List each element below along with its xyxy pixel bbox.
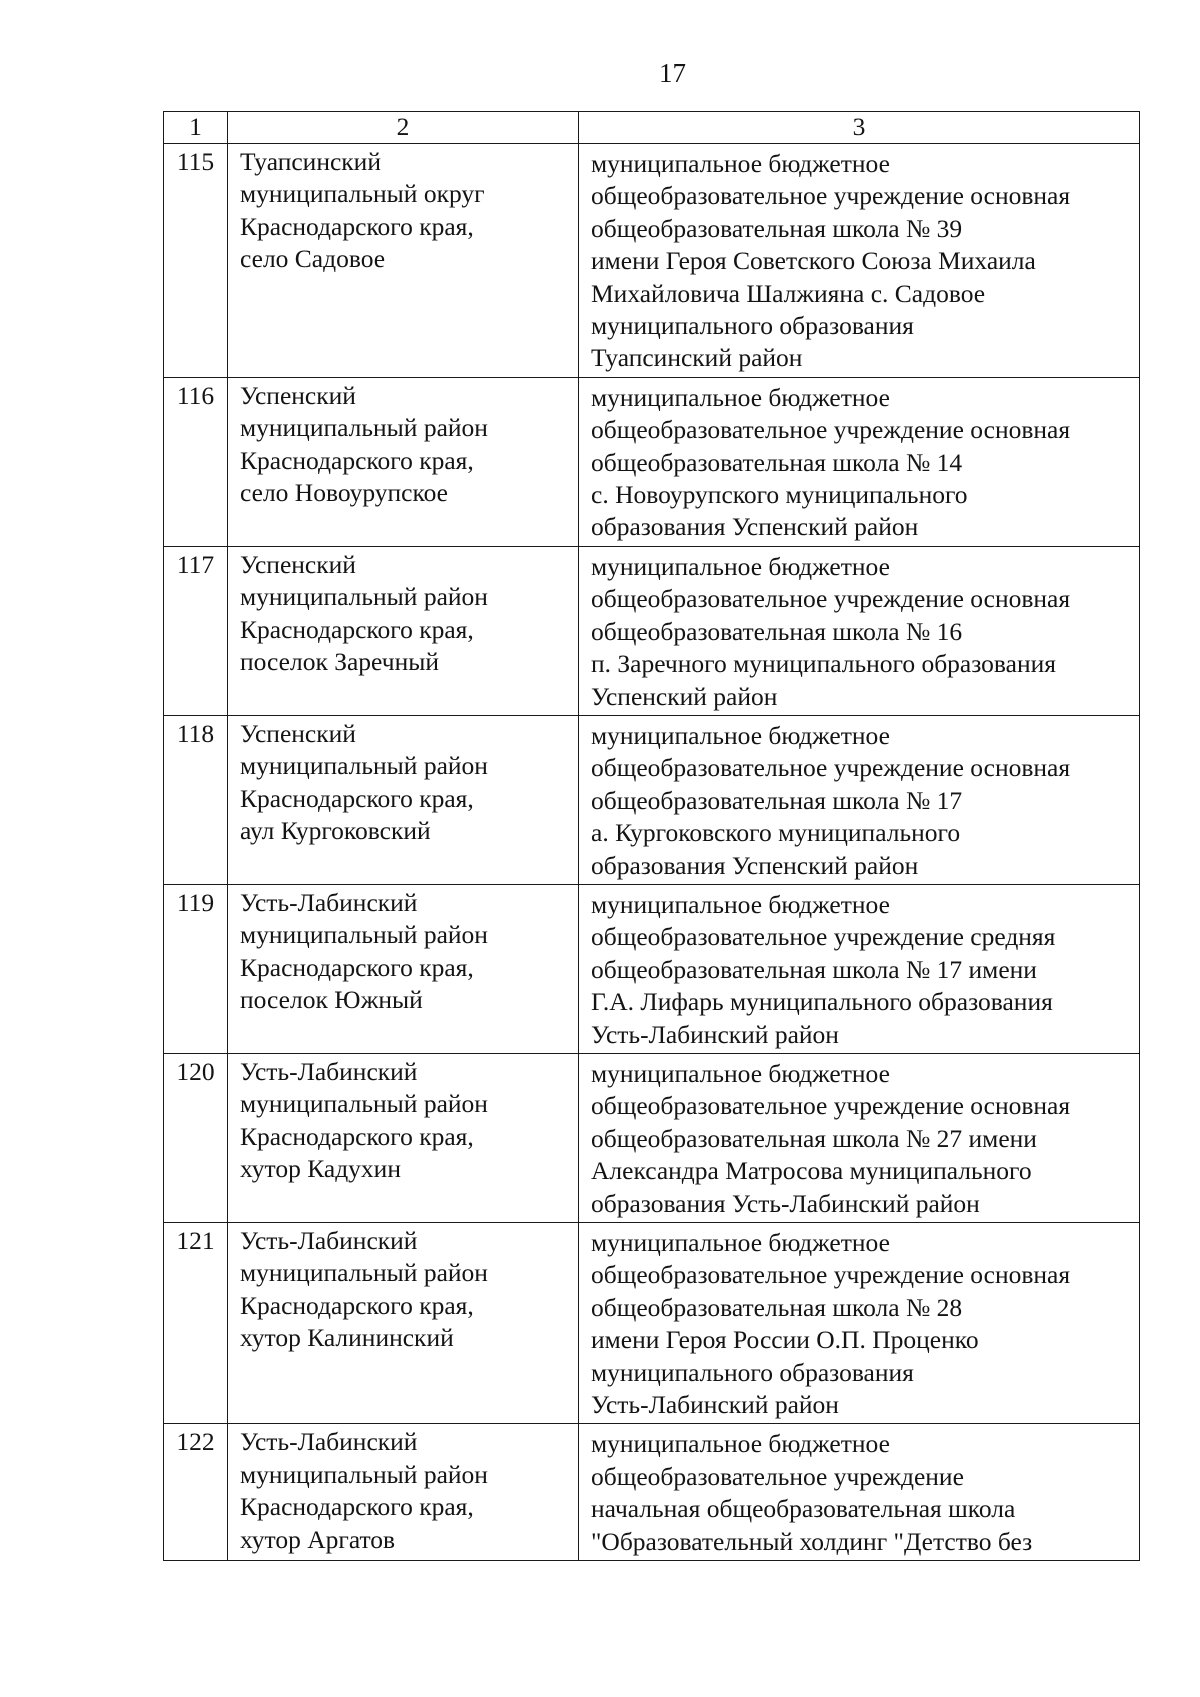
institution-line: общеобразовательная школа № 17 имени [591,954,1037,984]
municipality-line: Краснодарского края, [240,445,474,475]
table-row [164,1223,1140,1424]
municipality-cell [228,546,579,715]
institution-line: муниципальное бюджетное [591,382,890,412]
institution-line: муниципальное бюджетное [591,149,890,178]
table-row [164,1053,1140,1222]
row-number: 119 [164,884,228,1053]
institution-line: общеобразовательная школа № 17 [591,785,963,815]
institution-line: Усть-Лабинский район [591,1390,839,1420]
institution-line: муниципальное бюджетное [591,1058,890,1088]
institution-line: общеобразовательное учреждение [591,1461,964,1491]
institution-line: общеобразовательное учреждение основная [591,1091,1071,1121]
institution-line: Александра Матросова муниципального [591,1156,1032,1186]
institution-line: образования Успенский район [591,850,919,880]
table-row [164,884,1140,1053]
table-header-row [164,112,1140,144]
row-number: 122 [164,1424,228,1561]
municipality-line: Краснодарского края, [240,1492,474,1522]
institution-line: общеобразовательная школа № 28 [591,1292,963,1322]
institution-line: общеобразовательное учреждение основная [591,584,1071,614]
institution-line: муниципальное бюджетное [591,1429,890,1459]
municipality-line: аул Кургоковский [240,816,431,846]
municipality-cell [228,377,579,546]
institution-cell [579,1223,1140,1424]
row-number: 121 [164,1223,228,1424]
table-row [164,377,1140,546]
municipality-line: муниципальный район [240,751,488,781]
municipality-line: муниципальный район [240,413,488,443]
institution-line: Туапсинский район [591,343,803,373]
institution-line: муниципальное бюджетное [591,889,890,919]
municipality-line: муниципальный район [240,1089,488,1119]
municipality-line: Краснодарского края, [240,1290,474,1320]
municipality-line: Усть-Лабинский [240,1226,418,1255]
municipality-line: Краснодарского края, [240,1121,474,1151]
institution-line: Усть-Лабинский район [591,1019,839,1049]
table-body [164,144,1140,1561]
institution-cell [579,546,1140,715]
municipality-line: муниципальный район [240,1258,488,1288]
institution-line: общеобразовательное учреждение основная [591,753,1071,783]
institution-line: а. Кургоковского муниципального [591,818,961,848]
institution-line: общеобразовательная школа № 14 [591,447,963,477]
row-number: 118 [164,715,228,884]
institution-line: муниципального образования [591,311,914,341]
institution-line: образования Успенский район [591,512,919,542]
municipality-cell [228,144,579,378]
institution-line: Г.А. Лифарь муниципального образования [591,987,1053,1017]
municipality-line: поселок Заречный [240,647,439,677]
column-header-1: 1 [164,112,228,144]
table-row [164,715,1140,884]
row-number: 117 [164,546,228,715]
municipality-line: муниципальный район [240,1459,488,1489]
municipality-line: муниципальный район [240,920,488,950]
column-header-2: 2 [228,112,579,144]
municipality-line: Краснодарского края, [240,211,474,241]
institution-line: общеобразовательное учреждение основная [591,181,1071,211]
institution-cell [579,884,1140,1053]
institution-line: общеобразовательная школа № 39 [591,213,963,243]
institution-line: общеобразовательная школа № 27 имени [591,1123,1037,1153]
institution-line: имени Героя России О.П. Проценко [591,1325,979,1355]
column-header-3: 3 [579,112,1140,144]
schools-table [163,111,1140,1561]
row-number: 115 [164,144,228,378]
institution-line: общеобразовательное учреждение основная [591,415,1071,445]
institution-line: муниципальное бюджетное [591,551,890,581]
municipality-cell [228,1223,579,1424]
municipality-line: Успенский [240,549,356,579]
municipality-line: Краснодарского края, [240,952,474,982]
institution-cell [579,715,1140,884]
municipality-line: Туапсинский [240,147,381,176]
page-number: 17 [659,58,686,88]
table-row [164,1424,1140,1561]
table-row [164,546,1140,715]
institution-cell [579,1053,1140,1222]
institution-cell [579,377,1140,546]
row-number: 120 [164,1053,228,1222]
institution-line: Михайловича Шалжияна с. Садовое [591,278,986,308]
institution-line: муниципального образования [591,1357,914,1387]
institution-line: общеобразовательное учреждение основная [591,1260,1071,1290]
municipality-line: Краснодарского края, [240,614,474,644]
municipality-cell [228,1424,579,1561]
institution-line: начальная общеобразовательная школа [591,1494,1016,1524]
institution-cell [579,144,1140,378]
municipality-line: село Садовое [240,244,386,274]
municipality-line: село Новоурупское [240,478,448,508]
municipality-line: Усть-Лабинский [240,1427,418,1457]
institution-line: муниципальное бюджетное [591,1228,890,1257]
municipality-line: Усть-Лабинский [240,1056,418,1086]
institution-line: муниципальное бюджетное [591,720,890,750]
row-number: 116 [164,377,228,546]
municipality-line: Усть-Лабинский [240,887,418,917]
municipality-cell [228,1053,579,1222]
institution-line: п. Заречного муниципального образования [591,649,1056,679]
municipality-line: Успенский [240,718,356,748]
table-row [164,144,1140,378]
institution-line: общеобразовательная школа № 16 [591,616,963,646]
institution-line: имени Героя Советского Союза Михаила [591,246,1036,276]
municipality-cell [228,884,579,1053]
municipality-line: поселок Южный [240,985,423,1015]
municipality-line: хутор Калининский [240,1323,454,1353]
municipality-line: Краснодарского края, [240,783,474,813]
municipality-cell [228,715,579,884]
municipality-line: муниципальный округ [240,179,485,209]
institution-line: образования Усть-Лабинский район [591,1188,980,1218]
institution-line: Успенский район [591,681,778,711]
municipality-line: хутор Кадухин [240,1154,401,1184]
institution-line: общеобразовательное учреждение средняя [591,922,1056,952]
municipality-line: Успенский [240,380,356,410]
institution-cell [579,1424,1140,1561]
municipality-line: хутор Аргатов [240,1524,396,1554]
municipality-line: муниципальный район [240,582,488,612]
institution-line: "Образовательный холдинг "Детство без [591,1526,1033,1556]
institution-line: с. Новоурупского муниципального [591,480,968,510]
